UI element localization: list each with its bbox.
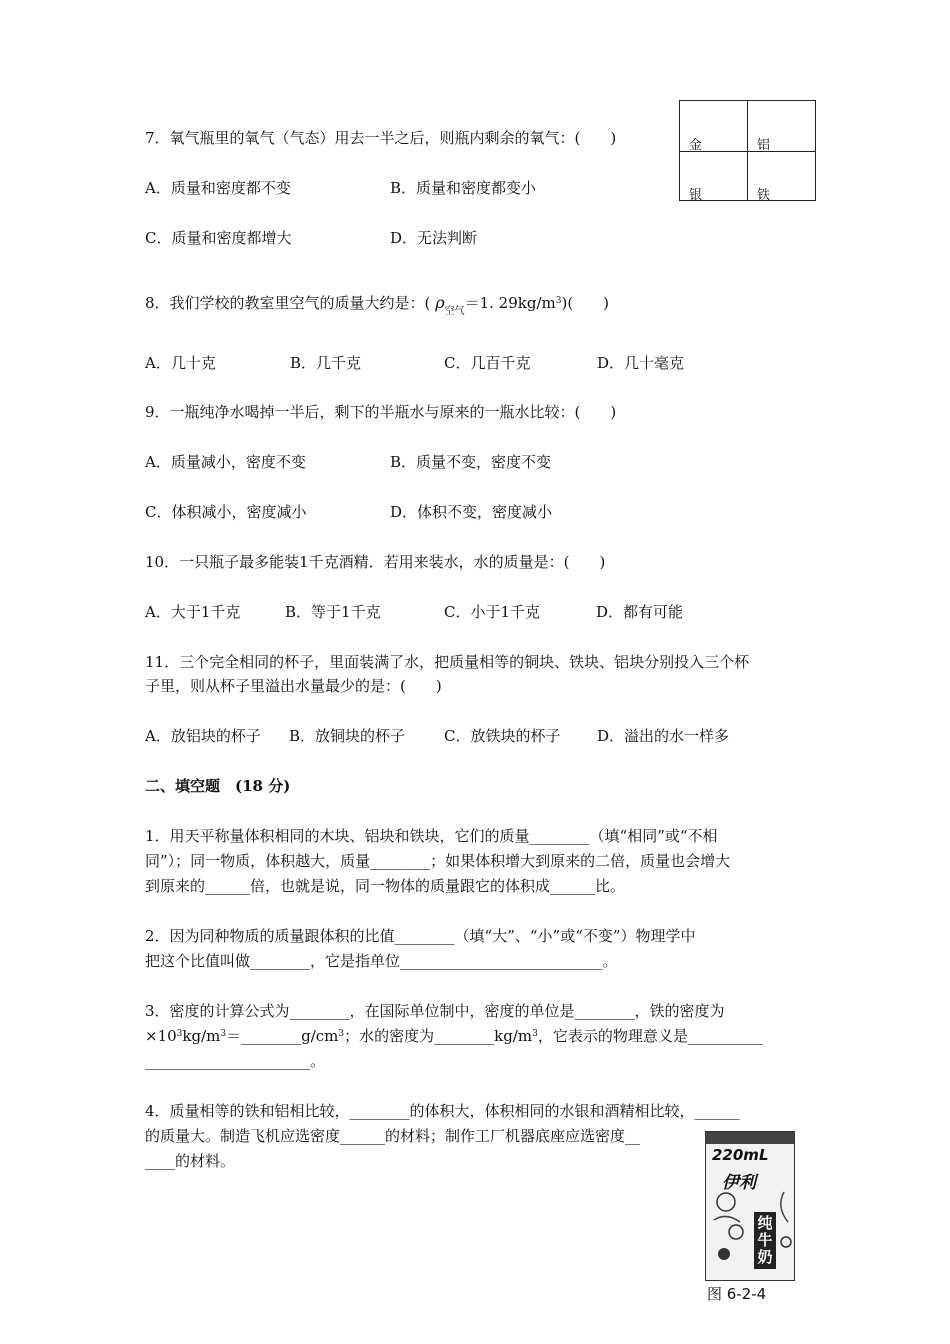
- metal-iron: 铁: [757, 188, 771, 203]
- figure-caption: 图 6-2-4: [707, 1285, 767, 1303]
- q8-stem-pre: 8．我们学校的教室里空气的质量大约是：(: [145, 294, 431, 312]
- metal-gold: 金: [689, 138, 703, 153]
- q11-option-d: D．溢出的水一样多: [597, 727, 730, 745]
- q8-option-a: A．几十克: [145, 354, 216, 372]
- q9-stem: 9．一瓶纯净水喝掉一半后，剩下的半瓶水与原来的一瓶水比较：( ): [145, 403, 617, 421]
- fill3-unit1: kg/m: [182, 1027, 221, 1045]
- carton-volume: 220mL: [712, 1146, 769, 1164]
- q8-option-c: C．几百千克: [444, 354, 531, 372]
- fill3-meaning: ，它表示的物理意义是__________: [537, 1027, 763, 1045]
- fill2-line2: 把这个比值叫做________，它是指单位___________________________。: [145, 952, 618, 970]
- q8-stem-value: ＝1. 29kg/m: [464, 294, 556, 312]
- q7-option-d: D．无法判断: [390, 229, 478, 247]
- fill3-exp2: 3: [220, 1029, 227, 1039]
- rho-symbol: ρ: [435, 293, 445, 312]
- q7-option-c: C．质量和密度都增大: [145, 229, 292, 247]
- fill3-line3: ______________________。: [145, 1052, 326, 1070]
- fill3-exp4: 3: [532, 1029, 538, 1039]
- fill3-line2: [145, 1026, 763, 1049]
- q7-option-a: A．质量和密度都不变: [145, 179, 291, 197]
- fill3-line1: 3．密度的计算公式为________，在国际单位制中，密度的单位是________，铁的密度为: [145, 1002, 725, 1020]
- q8-option-b: B．几千克: [290, 354, 362, 372]
- fill4-line1: 4．质量相等的铁和铝相比较，________的体积大，体积相同的水银和酒精相比较，______: [145, 1102, 740, 1120]
- fill3-water-density: ；水的密度为________kg/m: [344, 1027, 533, 1045]
- milk-carton-image: [705, 1131, 795, 1281]
- milk-carton-figure: [703, 1131, 797, 1309]
- q7-option-b: B．质量和密度都变小: [390, 179, 537, 197]
- q11-option-a: A．放铝块的杯子: [145, 727, 261, 745]
- q9-option-d: D．体积不变，密度减小: [390, 503, 553, 521]
- q11-stem-line1: 11．三个完全相同的杯子，里面装满了水，把质量相等的铜块、铁块、铝块分别投入三个杯: [145, 653, 750, 671]
- fill1-line2: 同”）；同一物质，体积越大，质量________；如果体积增大到原来的二倍，质量也会增大: [145, 852, 731, 870]
- metal-aluminum: 铝: [757, 138, 771, 153]
- q9-option-c: C．体积减小，密度减小: [145, 503, 307, 521]
- q10-option-d: D．都有可能: [596, 603, 684, 621]
- q10-stem: 10．一只瓶子最多能装1千克酒精．若用来装水，水的质量是：( ): [145, 553, 606, 571]
- fill1-line1: 1．用天平称量体积相同的木块、铝块和铁块，它们的质量________（填“相同”或“不相: [145, 827, 718, 845]
- q11-option-c: C．放铁块的杯子: [444, 727, 561, 745]
- q10-option-a: A．大于1千克: [145, 603, 241, 621]
- carton-decoration-icon: [706, 1132, 796, 1282]
- fill3-exp1: 3: [176, 1029, 183, 1039]
- metals-grid: [679, 100, 816, 201]
- rho-subscript: 空气: [444, 306, 465, 317]
- fill3-equals: ＝________g/cm: [226, 1027, 339, 1045]
- q10-option-c: C．小于1千克: [444, 603, 541, 621]
- q8-option-d: D．几十毫克: [597, 354, 685, 372]
- carton-brand-name: 伊利: [722, 1173, 756, 1193]
- fill2-line1: 2．因为同种物质的质量跟体积的比值________（填“大”、“小”或“不变”）物理学中: [145, 927, 696, 945]
- carton-product-label: 纯牛奶: [754, 1212, 776, 1269]
- metal-silver: 银: [689, 188, 703, 203]
- fill3-times-ten: ×10: [145, 1027, 177, 1045]
- q9-option-b: B．质量不变，密度不变: [390, 453, 552, 471]
- section-title: 二、填空题 (18 分): [145, 777, 291, 795]
- fill1-line3: 到原来的______倍，也就是说，同一物体的质量跟它的体积成______比。: [145, 877, 626, 895]
- q11-stem-line2: 子里，则从杯子里溢出水量最少的是：( ): [145, 677, 442, 695]
- q8-stem-post: )( ): [561, 294, 610, 312]
- fill3-exp3: 3: [338, 1029, 345, 1039]
- q11-option-b: B．放铜块的杯子: [289, 727, 406, 745]
- q8-stem: [145, 293, 609, 316]
- q9-option-a: A．质量减小，密度不变: [145, 453, 306, 471]
- q8-exponent: 3: [555, 296, 562, 306]
- fill4-line3: ____的材料。: [145, 1152, 236, 1170]
- q7-stem: 7．氧气瓶里的氧气（气态）用去一半之后，则瓶内剩余的氧气：( ): [145, 129, 617, 147]
- q10-option-b: B．等于1千克: [285, 603, 381, 621]
- fill4-line2: 的质量大。制造飞机应选密度______的材料；制作工厂机器底座应选密度__: [145, 1127, 641, 1145]
